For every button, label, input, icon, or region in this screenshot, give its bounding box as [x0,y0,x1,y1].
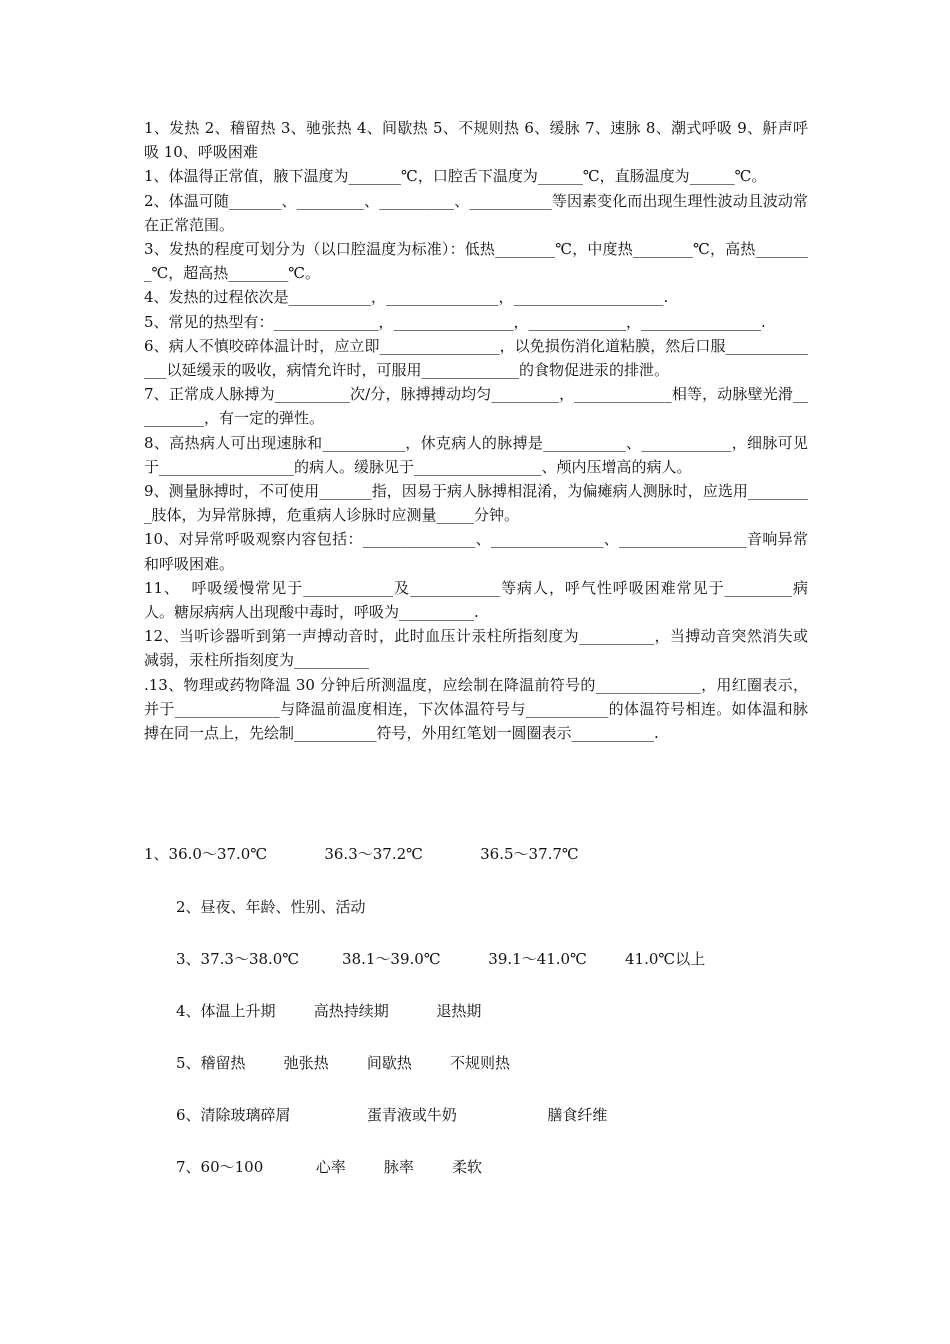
question-11: 11、 呼吸缓慢常见于____________及____________等病人，呼气性呼吸困难常见于_________病人。糖尿病病人出现酸中毒时，呼吸为__________. [144,578,808,622]
question-2: 2、体温可随_______、_________、__________、___________等因素变化而出现生理性波动且波动常在正常范围。 [144,191,808,234]
question-3: 3、发热的程度可划分为（以口腔温度为标准）：低热________℃，中度热________℃，高热________℃，超高热________℃。 [144,240,808,283]
term-list: 1、发热 2、稽留热 3、驰张热 4、间歇热 5、不规则热 6、缓脉 7、速脉 8、潮式呼吸 9、鼾声呼吸 10、呼吸困难 [144,119,808,162]
question-5: 5、常见的热型有：______________，________________，_____________，________________. [144,312,766,331]
answer-1: 1、36.0～37.0℃ 36.3～37.2℃ 36.5～37.7℃ [144,845,579,863]
question-13: .13、物理或药物降温 30 分钟后所测温度，应绘制在降温前符号的______________，用红圈表示，并于______________与降温前温度相连，下次体温符号与___________的体温符号相连。如体温和脉搏在同一点上，先绘制___________符号，外用红笔划一圆圈表示___________. [144,675,808,743]
answer-6: 6、清除玻璃碎屑 蛋青液或牛奶 膳食纤维 [176,1106,608,1124]
answer-7: 7、60～100 心率 脉率 柔软 [176,1158,482,1176]
answer-5: 5、稽留热 弛张热 间歇热 不规则热 [176,1054,510,1072]
question-6: 6、病人不慎咬碎体温计时，应立即________________，以免损伤消化道粘膜，然后口服______________以延缓汞的吸收，病情允许时，可服用_____________的食物促进汞的排泄。 [144,336,808,380]
answer-2: 2、昼夜、年龄、性别、活动 [176,898,366,916]
question-9: 9、测量脉搏时，不可使用_______指，因易于病人脉搏相混淆，为偏瘫病人测脉时，应选用_________肢体，为异常脉搏，危重病人诊脉时应测量_____分钟。 [144,482,808,525]
question-10: 10、对异常呼吸观察内容包括：_______________、_______________、_________________音响异常和呼吸困难。 [144,530,808,573]
question-section [144,116,808,745]
question-1: 1、体温得正常值，腋下温度为_______℃，口腔舌下温度为______℃，直肠温度为______℃。 [144,167,767,186]
question-12: 12、当听诊器听到第一声搏动音时，此时血压计汞柱所指刻度为__________，当搏动音突然消失或减弱，汞柱所指刻度为__________ [144,627,808,670]
question-7: 7、正常成人脉搏为__________次/分，脉搏搏动均匀_________，_____________相等，动脉壁光滑__________，有一定的弹性。 [144,385,808,428]
answer-3: 3、37.3～38.0℃ 38.1～39.0℃ 39.1～41.0℃ 41.0℃以上 [176,950,706,968]
question-4: 4、发热的过程依次是___________，_______________，____________________. [144,288,669,307]
answer-4: 4、体温上升期 高热持续期 退热期 [176,1002,482,1020]
question-8: 8、高热病人可出现速脉和___________，休克病人的脉搏是___________、____________，细脉可见于__________________的病人。缓脉见于_________________、颅内压增高的病人。 [144,433,808,476]
